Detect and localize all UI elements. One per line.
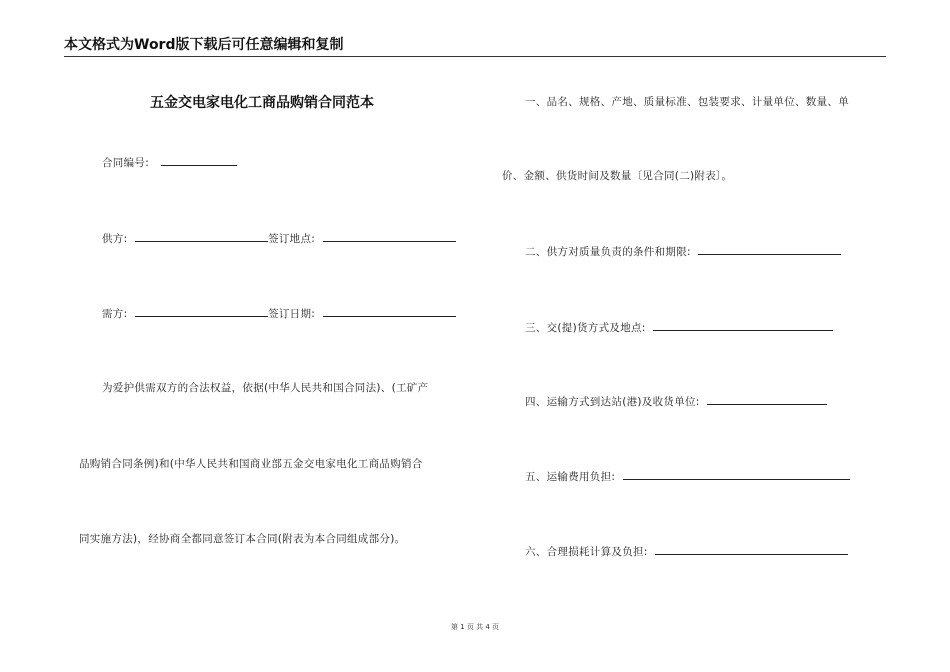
clause-4-blank — [707, 393, 827, 405]
sign-date-blank — [323, 305, 456, 317]
contract-number-blank — [161, 154, 237, 166]
clause-1-line-2: 价、金额、供货时间及数量〔见合同(二)附表〕。 — [502, 170, 733, 182]
clause-6-blank — [655, 543, 848, 555]
supplier-blank — [135, 230, 268, 242]
intro-line: 为爱护供需双方的合法权益，依据(中华人民共和国合同法)、(工矿产 — [102, 382, 429, 394]
header-title: 本文格式为Word版下载后可任意编辑和复制 — [64, 37, 344, 53]
clause-6-row — [525, 543, 848, 559]
page-header — [64, 34, 886, 57]
clause-5-label: 五、运输费用负担: — [525, 471, 616, 483]
clause-2-blank — [698, 243, 841, 255]
clause-2-label: 二、供方对质量负责的条件和期限: — [525, 246, 691, 258]
buyer-row — [102, 305, 456, 321]
sign-place-label: 签订地点: — [268, 233, 316, 245]
clause-3-label: 三、交(提)货方式及地点: — [525, 322, 646, 334]
page-number: 第 1 页 共 4 页 — [450, 623, 500, 631]
clause-5-blank — [623, 468, 850, 480]
clause-4-row — [525, 393, 827, 409]
clause-3-blank — [653, 319, 833, 331]
clause-3-row — [525, 319, 833, 335]
intro-line: 品购销合同条例)和(中华人民共和国商业部五金交电家电化工商品购销合 — [79, 458, 423, 470]
clause-2-row — [525, 243, 841, 259]
clause-4-label: 四、运输方式到达站(港)及收货单位: — [525, 396, 700, 408]
sign-date-label: 签订日期: — [268, 308, 316, 320]
clause-6-label: 六、合理损耗计算及负担: — [525, 546, 648, 558]
supplier-label: 供方: — [102, 233, 128, 245]
contract-number-row — [102, 154, 237, 170]
buyer-label: 需方: — [102, 308, 128, 320]
intro-line: 同实施方法)，经协商全都同意签订本合同(附表为本合同组成部分)。 — [79, 533, 406, 545]
clause-1-line-1: 一、品名、规格、产地、质量标准、包装要求、计量单位、数量、单 — [525, 96, 849, 108]
clause-5-row — [525, 468, 850, 484]
contract-number-label: 合同编号: — [102, 157, 150, 169]
sign-place-blank — [323, 230, 456, 242]
supplier-row — [102, 230, 456, 246]
buyer-blank — [135, 305, 268, 317]
document-title: 五金交电家电化工商品购销合同范本 — [150, 95, 374, 111]
